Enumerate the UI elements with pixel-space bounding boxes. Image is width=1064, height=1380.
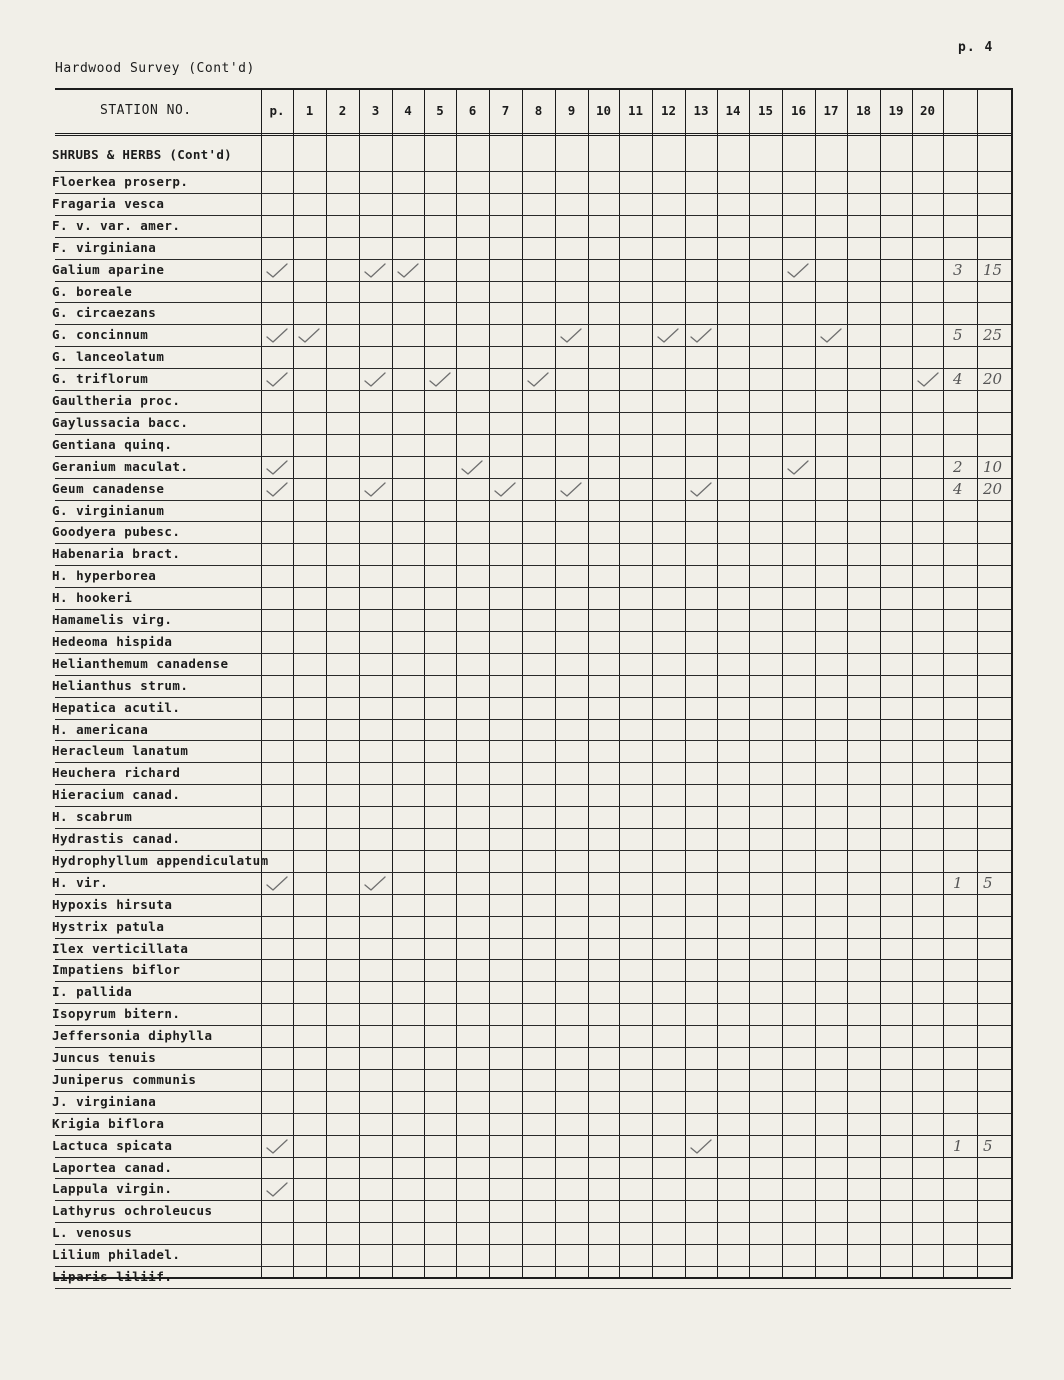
station-column-header: 18 bbox=[855, 103, 872, 118]
species-name: H. hyperborea bbox=[52, 568, 157, 584]
species-name: G. virginianum bbox=[52, 502, 165, 518]
column-divider bbox=[977, 90, 978, 1277]
row-divider bbox=[55, 1047, 1011, 1048]
species-name: H. scabrum bbox=[52, 809, 133, 825]
column-divider bbox=[489, 90, 490, 1277]
check-mark-icon bbox=[785, 458, 811, 476]
species-name: J. virginiana bbox=[52, 1093, 157, 1109]
row-divider bbox=[55, 1135, 1011, 1136]
row-divider bbox=[55, 456, 1011, 457]
station-column-header: 8 bbox=[534, 103, 543, 118]
frequency-percent: 20 bbox=[983, 370, 1003, 389]
row-divider bbox=[55, 215, 1011, 216]
section-label: SHRUBS & HERBS (Cont'd) bbox=[52, 147, 232, 162]
station-column-header: 3 bbox=[371, 103, 380, 118]
check-mark-icon bbox=[915, 370, 941, 388]
species-name: Lappula virgin. bbox=[52, 1181, 173, 1197]
check-mark-icon bbox=[492, 480, 518, 498]
document-title: Hardwood Survey (Cont'd) bbox=[55, 61, 255, 76]
survey-table bbox=[52, 88, 1013, 1284]
station-column-header: 20 bbox=[919, 103, 936, 118]
check-mark-icon bbox=[362, 480, 388, 498]
species-name: Lactuca spicata bbox=[52, 1137, 173, 1153]
row-divider bbox=[55, 1091, 1011, 1092]
species-name: H. vir. bbox=[52, 874, 109, 890]
check-mark-icon bbox=[459, 458, 485, 476]
species-name: Krigia biflora bbox=[52, 1115, 165, 1131]
row-divider bbox=[55, 521, 1011, 522]
species-name: F. virginiana bbox=[52, 239, 157, 255]
station-column-header: 10 bbox=[595, 103, 612, 118]
species-name: Hydrophyllum appendiculatum bbox=[52, 852, 269, 868]
row-divider bbox=[55, 302, 1011, 303]
row-divider bbox=[55, 543, 1011, 544]
row-divider bbox=[55, 1025, 1011, 1026]
check-mark-icon bbox=[525, 370, 551, 388]
column-divider bbox=[847, 90, 848, 1277]
check-mark-icon bbox=[264, 326, 290, 344]
column-divider bbox=[424, 90, 425, 1277]
station-count: 4 bbox=[953, 479, 963, 498]
station-column-header: p. bbox=[269, 103, 285, 118]
check-mark-icon bbox=[296, 326, 322, 344]
station-column-header: 5 bbox=[436, 103, 444, 118]
species-name: G. concinnum bbox=[52, 327, 149, 343]
row-divider bbox=[55, 434, 1011, 435]
frequency-percent: 20 bbox=[983, 479, 1003, 498]
check-mark-icon bbox=[362, 874, 388, 892]
station-column-header: 1 bbox=[305, 103, 314, 118]
row-divider bbox=[55, 719, 1011, 720]
species-name: Hieracium canad. bbox=[52, 787, 181, 803]
check-mark-icon bbox=[785, 261, 811, 279]
column-divider bbox=[782, 90, 783, 1277]
row-divider bbox=[55, 894, 1011, 895]
row-divider bbox=[55, 565, 1011, 566]
station-count: 5 bbox=[953, 326, 963, 345]
station-column-header: 9 bbox=[567, 103, 576, 118]
species-name: Helianthus strum. bbox=[52, 677, 189, 693]
species-name: Geum canadense bbox=[52, 480, 165, 496]
check-mark-icon bbox=[558, 326, 584, 344]
column-divider bbox=[522, 90, 523, 1277]
column-divider bbox=[912, 90, 913, 1277]
column-divider bbox=[880, 90, 881, 1277]
station-count: 4 bbox=[953, 370, 963, 389]
row-divider bbox=[55, 828, 1011, 829]
row-divider bbox=[55, 281, 1011, 282]
page-number: p. 4 bbox=[958, 40, 994, 55]
row-divider bbox=[55, 653, 1011, 654]
species-name: G. boreale bbox=[52, 283, 133, 299]
species-name: F. v. var. amer. bbox=[52, 217, 181, 233]
species-name: Lathyrus ochroleucus bbox=[52, 1203, 213, 1219]
row-divider bbox=[55, 1266, 1011, 1267]
check-mark-icon bbox=[818, 326, 844, 344]
station-column-header: 17 bbox=[823, 103, 839, 118]
row-divider bbox=[55, 368, 1011, 369]
row-divider bbox=[55, 806, 1011, 807]
check-mark-icon bbox=[558, 480, 584, 498]
check-mark-icon bbox=[688, 1137, 714, 1155]
species-name: Heracleum lanatum bbox=[52, 743, 189, 759]
row-divider bbox=[55, 850, 1011, 851]
species-name: H. hookeri bbox=[52, 590, 133, 606]
species-name: G. lanceolatum bbox=[52, 349, 165, 365]
species-name: Goodyera pubesc. bbox=[52, 524, 181, 540]
row-divider bbox=[55, 697, 1011, 698]
column-divider bbox=[943, 90, 944, 1277]
species-name: Liparis liliif. bbox=[52, 1269, 173, 1284]
check-mark-icon bbox=[264, 874, 290, 892]
check-mark-icon bbox=[264, 370, 290, 388]
station-number-label: STATION NO. bbox=[100, 103, 192, 118]
column-divider bbox=[392, 90, 393, 1277]
header-divider bbox=[55, 133, 1011, 136]
check-mark-icon bbox=[395, 261, 421, 279]
station-count: 1 bbox=[953, 1136, 963, 1155]
species-name: Hydrastis canad. bbox=[52, 831, 181, 846]
column-divider bbox=[326, 90, 327, 1277]
row-divider bbox=[55, 1113, 1011, 1114]
station-column-header: 4 bbox=[404, 103, 412, 118]
column-divider bbox=[261, 90, 262, 1277]
species-name: Galium aparine bbox=[52, 261, 165, 277]
species-name: Isopyrum bitern. bbox=[52, 1006, 181, 1022]
species-name: Fragaria vesca bbox=[52, 195, 165, 211]
row-divider bbox=[55, 675, 1011, 676]
check-mark-icon bbox=[264, 261, 290, 279]
column-divider bbox=[456, 90, 457, 1277]
station-column-header: 19 bbox=[888, 103, 904, 118]
column-divider bbox=[652, 90, 653, 1277]
check-mark-icon bbox=[362, 370, 388, 388]
column-divider bbox=[555, 90, 556, 1277]
check-mark-icon bbox=[427, 370, 453, 388]
station-count: 3 bbox=[953, 260, 963, 279]
species-name: G. triflorum bbox=[52, 371, 149, 387]
species-name: Juniperus communis bbox=[52, 1071, 197, 1087]
station-count: 1 bbox=[953, 873, 963, 892]
row-divider bbox=[55, 981, 1011, 982]
frequency-percent: 5 bbox=[983, 1136, 993, 1155]
row-divider bbox=[55, 390, 1011, 391]
row-divider bbox=[55, 1288, 1011, 1289]
check-mark-icon bbox=[264, 458, 290, 476]
check-mark-icon bbox=[655, 326, 681, 344]
check-mark-icon bbox=[264, 480, 290, 498]
species-name: Gaultheria proc. bbox=[52, 393, 181, 408]
row-divider bbox=[55, 412, 1011, 413]
species-name: Heuchera richard bbox=[52, 765, 181, 781]
station-column-header: 13 bbox=[693, 103, 709, 118]
row-divider bbox=[55, 938, 1011, 939]
station-column-header: 11 bbox=[627, 103, 644, 118]
species-name: Helianthemum canadense bbox=[52, 655, 229, 671]
frequency-percent: 15 bbox=[983, 260, 1003, 279]
row-divider bbox=[55, 784, 1011, 785]
row-divider bbox=[55, 740, 1011, 741]
row-divider bbox=[55, 500, 1011, 501]
check-mark-icon bbox=[264, 1137, 290, 1155]
row-divider bbox=[55, 1157, 1011, 1158]
species-name: Lilium philadel. bbox=[52, 1247, 181, 1263]
row-divider bbox=[55, 171, 1011, 172]
row-divider bbox=[55, 324, 1011, 325]
species-name: Ilex verticillata bbox=[52, 940, 189, 956]
station-column-header: 12 bbox=[660, 103, 677, 118]
row-divider bbox=[55, 959, 1011, 960]
check-mark-icon bbox=[264, 1180, 290, 1198]
row-divider bbox=[55, 609, 1011, 610]
species-name: I. pallida bbox=[52, 984, 133, 1000]
check-mark-icon bbox=[688, 326, 714, 344]
species-name: Laportea canad. bbox=[52, 1159, 173, 1175]
check-mark-icon bbox=[362, 261, 388, 279]
station-count: 2 bbox=[953, 457, 963, 476]
column-divider bbox=[685, 90, 686, 1277]
species-name: Hystrix patula bbox=[52, 918, 165, 934]
column-divider bbox=[359, 90, 360, 1277]
station-column-header: 6 bbox=[468, 103, 477, 118]
frequency-percent: 25 bbox=[983, 326, 1003, 345]
species-name: G. circaezans bbox=[52, 305, 157, 321]
species-name: Hedeoma hispida bbox=[52, 633, 173, 649]
species-name: Gaylussacia bacc. bbox=[52, 414, 189, 430]
station-column-header: 7 bbox=[501, 103, 510, 118]
species-name: H. americana bbox=[52, 721, 149, 737]
row-divider bbox=[55, 762, 1011, 763]
row-divider bbox=[55, 193, 1011, 194]
column-divider bbox=[293, 90, 294, 1277]
species-name: Geranium maculat. bbox=[52, 458, 189, 474]
frequency-percent: 10 bbox=[983, 457, 1003, 476]
station-column-header: 15 bbox=[757, 103, 774, 118]
station-column-header: 16 bbox=[790, 103, 807, 118]
species-name: Gentiana quinq. bbox=[52, 436, 173, 452]
row-divider bbox=[55, 1200, 1011, 1201]
species-name: Hamamelis virg. bbox=[52, 612, 173, 627]
species-name: Hypoxis hirsuta bbox=[52, 896, 173, 912]
row-divider bbox=[55, 237, 1011, 238]
row-divider bbox=[55, 1069, 1011, 1070]
row-divider bbox=[55, 916, 1011, 917]
row-divider bbox=[55, 1222, 1011, 1223]
row-divider bbox=[55, 631, 1011, 632]
row-divider bbox=[55, 259, 1011, 260]
species-name: L. venosus bbox=[52, 1225, 133, 1241]
column-divider bbox=[619, 90, 620, 1277]
species-name: Impatiens biflor bbox=[52, 962, 181, 978]
column-divider bbox=[588, 90, 589, 1277]
row-divider bbox=[55, 872, 1011, 873]
species-name: Habenaria bract. bbox=[52, 546, 181, 562]
species-name: Floerkea proserp. bbox=[52, 174, 189, 189]
row-divider bbox=[55, 587, 1011, 588]
row-divider bbox=[55, 1178, 1011, 1179]
row-divider bbox=[55, 1244, 1011, 1245]
column-divider bbox=[815, 90, 816, 1277]
column-divider bbox=[749, 90, 750, 1277]
species-name: Hepatica acutil. bbox=[52, 699, 181, 715]
station-column-header: 14 bbox=[725, 103, 741, 118]
station-column-header: 2 bbox=[338, 103, 347, 118]
frequency-percent: 5 bbox=[983, 873, 993, 892]
row-divider bbox=[55, 1003, 1011, 1004]
check-mark-icon bbox=[688, 480, 714, 498]
species-name: Juncus tenuis bbox=[52, 1050, 157, 1065]
row-divider bbox=[55, 478, 1011, 479]
column-divider bbox=[717, 90, 718, 1277]
row-divider bbox=[55, 346, 1011, 347]
species-name: Jeffersonia diphylla bbox=[52, 1028, 213, 1044]
